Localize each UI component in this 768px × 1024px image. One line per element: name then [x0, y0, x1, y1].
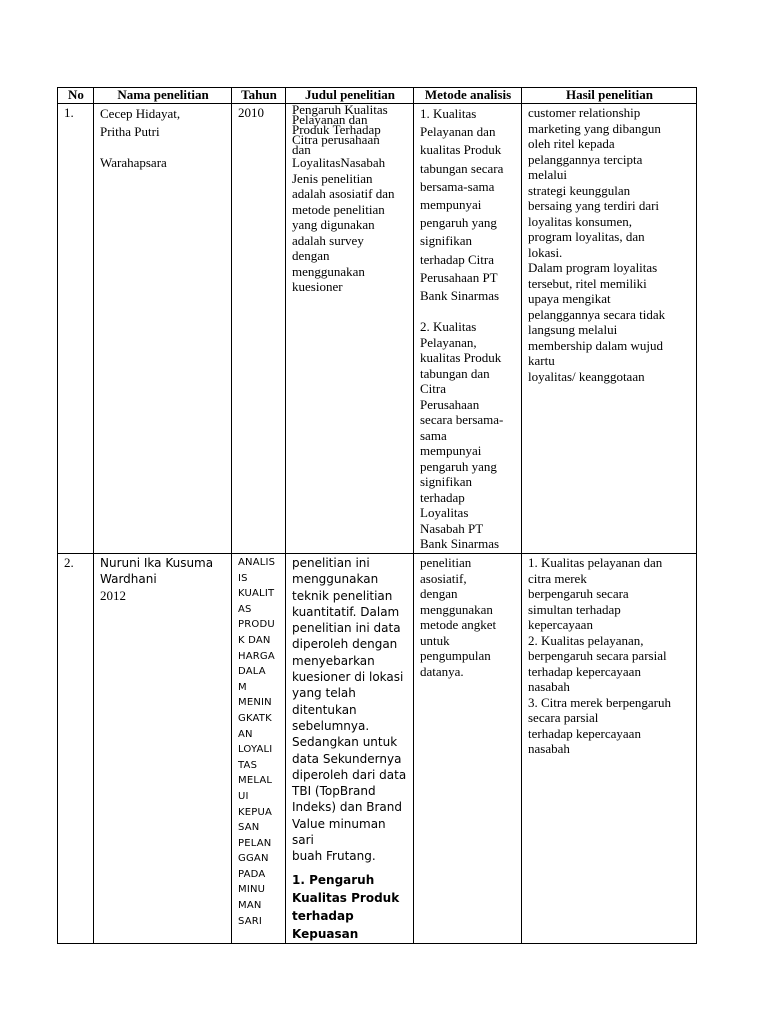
cell-no	[58, 554, 94, 944]
cell-judul	[286, 104, 414, 554]
table-row	[58, 554, 697, 944]
cell-tahun	[232, 554, 286, 944]
header-nama: Nama penelitian	[94, 88, 232, 104]
research-subheading: 1. Pengaruh Kualitas Produk terhadap Kepuasan	[292, 872, 400, 941]
year: 2010	[238, 105, 264, 120]
row-number: 1.	[64, 105, 74, 120]
researcher-names: Nuruni Ika Kusuma Wardhani	[100, 556, 214, 587]
header-hasil: Hasil penelitian	[522, 88, 697, 104]
row-number: 2.	[64, 555, 74, 570]
analysis-method-1: 1. Kualitas Pelayanan dan kualitas Produk tabungan secara bersama-sama mempunyai pengaruh yang signifikan terhadap Citra Perusahaan PT Bank Sinarmas	[420, 106, 504, 304]
cell-metode	[414, 104, 522, 554]
cell-tahun	[232, 104, 286, 554]
header-judul: Judul penelitian	[286, 88, 414, 104]
research-title-caps: ANALIS IS KUALIT AS PRODU K DAN HARGA DALA M MENIN GKATK AN LOYALI TAS MELAL UI KEPUA SAN PELAN GGAN PADA MINU MAN SARI	[238, 557, 276, 927]
header-no: No	[58, 88, 94, 104]
research-result: customer relationship marketing yang dibangun oleh ritel kepada pelanggannya tercipta melalui strategi keunggulan bersaing yang terdiri dari loyalitas konsumen, program loyalitas, dan lokasi. Dalam program loyalitas tersebut, ritel memiliki upaya mengikat pelanggannya secara tidak langsung melalui membership dalam wujud kartu loyalitas/ keanggotaan	[528, 105, 666, 384]
cell-hasil	[522, 554, 697, 944]
research-result: 1. Kualitas pelayanan dan citra merek berpengaruh secara simultan terhadap kepercayaan 2. Kualitas pelayanan, berpengaruh secara parsial terhadap kepercayaan nasabah 3. Citra merek berpengaruh secara parsial terhadap kepercayaan nasabah	[528, 555, 671, 756]
research-description: penelitian ini menggunakan teknik penelitian kuantitatif. Dalam penelitian ini data diperoleh dengan menyebarkan kuesioner di lokasi yang telah ditentukan sebelumnya. Sedangkan untuk data Sekundernya diperoleh dari data TBI (TopBrand Indeks) dan Brand Value minuman sari buah Frutang.	[292, 556, 407, 864]
researcher-year: 2012	[100, 587, 126, 603]
header-metode: Metode analisis	[414, 88, 522, 104]
research-title: Pengaruh Kualitas Pelayanan dan Produk Terhadap Citra perusahaan dan	[292, 102, 388, 157]
analysis-method-2: 2. Kualitas Pelayanan, kualitas Produk tabungan dan Citra Perusahaan secara bersama- sama mempunyai pengaruh yang signifikan terhadap Loyalitas Nasabah PT Bank Sinarmas	[420, 319, 504, 552]
header-tahun: Tahun	[232, 88, 286, 104]
cell-nama	[94, 554, 232, 944]
analysis-method: penelitian asosiatif, dengan menggunakan metode angket untuk pengumpulan datanya.	[420, 555, 497, 679]
cell-nama	[94, 104, 232, 554]
researcher-name-extra: Warahapsara	[100, 155, 167, 171]
cell-no	[58, 104, 94, 554]
research-table	[57, 87, 697, 944]
cell-metode	[414, 554, 522, 944]
researcher-names: Cecep Hidayat, Pritha Putri	[100, 106, 181, 140]
table-row	[58, 104, 697, 554]
cell-judul	[286, 554, 414, 944]
research-description: LoyalitasNasabah Jenis penelitian adalah asosiatif dan metode penelitian yang digunakan adalah survey dengan menggunakan kuesioner	[292, 155, 395, 294]
cell-hasil	[522, 104, 697, 554]
